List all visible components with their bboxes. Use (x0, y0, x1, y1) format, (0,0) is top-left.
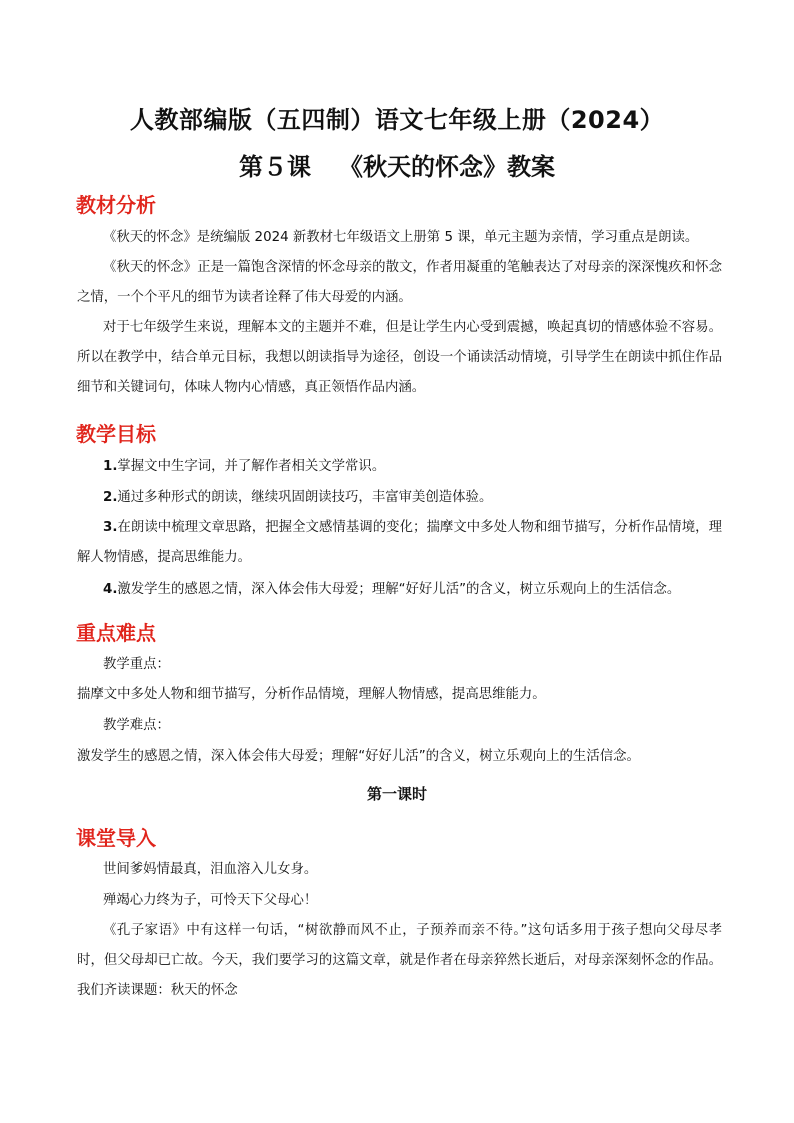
goal-item-2 (103, 483, 723, 513)
lesson-title (0, 147, 794, 182)
goal-number: 1. (103, 459, 118, 474)
goal-item-4 (103, 575, 723, 605)
lesson-period-title: 第一课时 (366, 785, 427, 803)
goal-text: 在朗读中梳理文章思路，把握全文感情基调的变化；揣摩文中多处人物和细节描写，分析作品情境，理解人物情感，提高思维能力。 (77, 520, 722, 565)
goal-item-3 (77, 513, 722, 573)
intro-line-2: 殚竭心力终为子，可怜天下父母心！ (103, 893, 318, 908)
intro-paragraph: 《孔子家语》中有这样一句话，“树欲静而风不止，子预养而亲不待。”这句话多用于孩子想向父母尽孝时，但父母却已亡故。今天，我们要学习的这篇文章，就是作者在母亲猝然长逝后，对母亲深刻怀念的作品。我们齐读课题：秋天的怀念 (77, 923, 722, 998)
heading-intro: 课堂导入 (76, 826, 156, 850)
goal-item-1 (103, 452, 723, 482)
goal-text: 掌握文中生字词，并了解作者相关文学常识。 (117, 459, 386, 474)
goal-text: 通过多种形式的朗读，继续巩固朗读技巧，丰富审美创造体验。 (117, 490, 493, 505)
heading-analysis: 教材分析 (76, 193, 156, 217)
analysis-paragraph-3: 对于七年级学生来说，理解本文的主题并不难，但是让学生内心受到震撼，唤起真切的情感体验不容易。所以在教学中，结合单元目标，我想以朗读指导为途径，创设一个诵读活动情境，引导学生在朗读中抓住作品细节和关键词句，体味人物内心情感，真正领悟作品内涵。 (77, 320, 722, 395)
goal-number: 4. (103, 582, 118, 597)
lesson-name: 《秋天的怀念》教案 (339, 153, 555, 181)
analysis-paragraph-2: 《秋天的怀念》正是一篇饱含深情的怀念母亲的散文，作者用凝重的笔触表达了对母亲的深深愧疚和怀念之情，一个个平凡的细节为读者诠释了伟大母爱的内涵。 (77, 260, 722, 305)
difficulty-text: 激发学生的感恩之情，深入体会伟大母爱；理解“好好儿活”的含义，树立乐观向上的生活信念。 (77, 749, 640, 764)
intro-line-1: 世间爹妈情最真，泪血溶入儿女身。 (103, 862, 318, 877)
difficulty-label: 教学难点： (103, 718, 170, 733)
goal-text: 激发学生的感恩之情，深入体会伟大母爱；理解“好好儿活”的含义，树立乐观向上的生活信念。 (117, 582, 681, 597)
focus-text: 揣摩文中多处人物和细节描写，分析作品情境，理解人物情感，提高思维能力。 (77, 687, 546, 702)
lesson-number: 第５课 (239, 153, 311, 181)
focus-label: 教学重点： (103, 657, 170, 672)
goal-number: 2. (103, 490, 118, 505)
heading-keypoints: 重点难点 (76, 621, 156, 645)
document-title: 人教部编版（五四制）语文七年级上册（2024） (129, 106, 665, 134)
analysis-paragraph-1: 《秋天的怀念》是统编版 2024 新教材七年级语文上册第 5 课，单元主题为亲情，学习重点是朗读。 (103, 230, 699, 245)
goal-number: 3. (103, 520, 118, 535)
heading-goals: 教学目标 (76, 422, 156, 446)
